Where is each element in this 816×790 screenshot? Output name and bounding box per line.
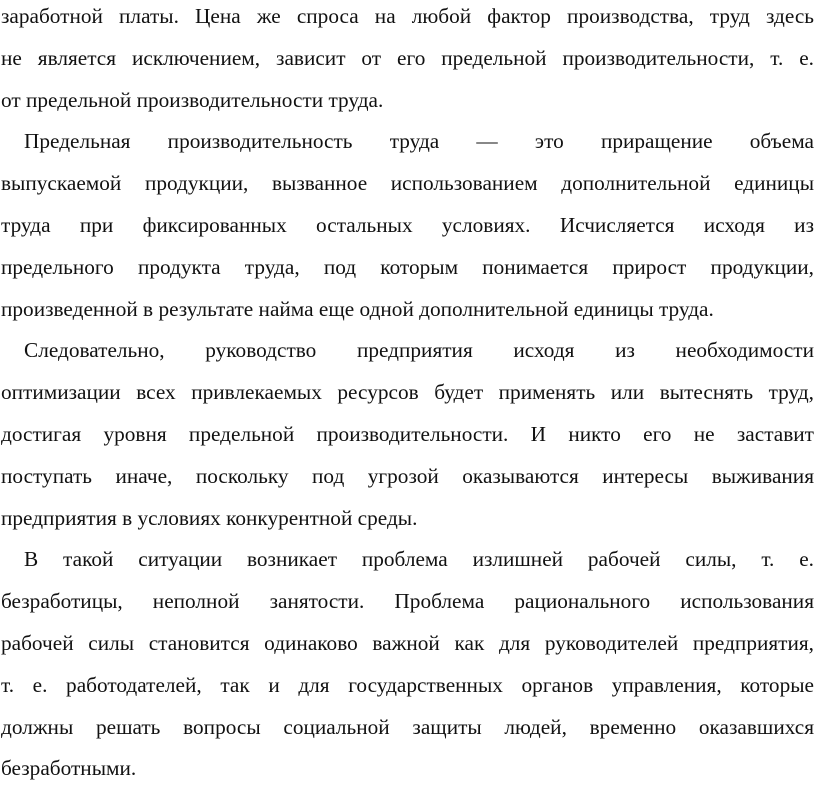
text-line: рабочей силы становится одинаково важной как для руководителей предприятия, xyxy=(1,630,814,655)
text-line: от предельной производительности труда. xyxy=(1,87,384,112)
text-line: Следовательно, руководство предприятия исходя из необходимости xyxy=(24,338,814,363)
paragraph-3 xyxy=(1,330,814,539)
text-line: труда при фиксированных остальных условиях. Исчисляется исходя из xyxy=(1,212,814,237)
paragraph-4 xyxy=(1,539,814,790)
text-line: достигая уровня предельной производительности. И никто его не заставит xyxy=(1,421,814,446)
text-line: безработными. xyxy=(1,756,137,781)
text-line: произведенной в результате найма еще одной дополнительной единицы труда. xyxy=(1,296,714,321)
text-line: не является исключением, зависит от его предельной производительности, т. е. xyxy=(1,45,814,70)
text-line: выпускаемой продукции, вызванное использованием дополнительной единицы xyxy=(1,171,814,196)
paragraph-1 xyxy=(1,0,814,121)
text-line: безработицы, неполной занятости. Проблема рационального использования xyxy=(1,589,814,614)
text-line: должны решать вопросы социальной защиты людей, временно оказавшихся xyxy=(1,714,814,739)
text-line: поступать иначе, поскольку под угрозой оказываются интересы выживания xyxy=(1,463,814,488)
text-line: заработной платы. Цена же спроса на любой фактор производства, труд здесь xyxy=(1,4,814,28)
text-line: оптимизации всех привлекаемых ресурсов будет применять или вытеснять труд, xyxy=(1,380,814,405)
text-line: Предельная производительность труда — это приращение объема xyxy=(24,129,814,154)
text-line: В такой ситуации возникает проблема излишней рабочей силы, т. е. xyxy=(24,547,814,572)
text-line: т. е. работодателей, так и для государственных органов управления, которые xyxy=(1,672,814,697)
text-line: предельного продукта труда, под которым понимается прирост продукции, xyxy=(1,254,814,279)
text-line: предприятия в условиях конкурентной среды. xyxy=(1,505,418,530)
paragraph-2 xyxy=(1,121,814,330)
